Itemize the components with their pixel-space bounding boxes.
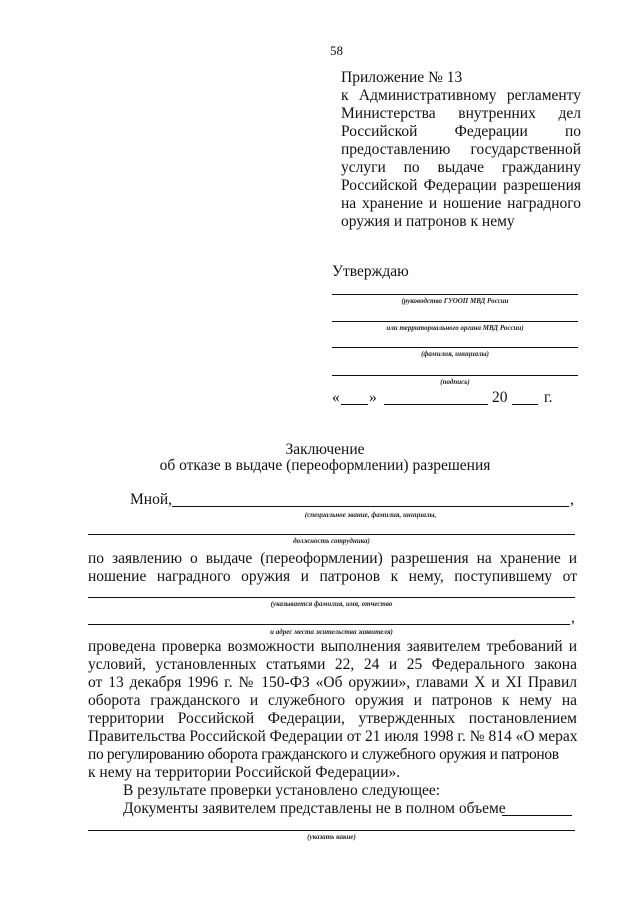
appendix-line: на хранение и ношение наградного	[341, 195, 581, 212]
appendix-title: Приложение № 13	[341, 69, 463, 86]
date-year-blank	[512, 404, 538, 405]
paragraph-line: территории Российской Федерации, утвержденных постановлением	[88, 710, 577, 727]
appendix-line: предоставлению государственной	[341, 141, 581, 158]
appendix-line: оружия и патронов к нему	[341, 213, 515, 230]
caption-address: и адрес места жительства заявителя)	[270, 628, 393, 636]
paragraph-line: проведена проверка возможности выполнения заявителем требований и	[88, 638, 577, 655]
documents-blank	[502, 815, 572, 816]
date-month-blank	[384, 404, 488, 405]
caption-rank: (специальное звание, фамилия, инициалы,	[304, 511, 437, 519]
caption-position: должность сотрудника)	[293, 537, 370, 545]
caption-name: (указывается фамилия, имя, отчество	[270, 600, 393, 608]
page-number: 58	[330, 43, 343, 58]
paragraph-line: условий, установленных статьями 22, 24 и 25 Федерального закона	[88, 656, 577, 673]
applicant-address-blank	[88, 624, 570, 625]
appendix-line: услуги по выдаче гражданину	[341, 159, 581, 176]
paragraph-line: оборота гражданского и служебного оружия и патронов к нему на	[88, 692, 577, 709]
date-quote-open: «	[332, 389, 340, 406]
document-subtitle: об отказе в выдаче (переоформлении) разрешения	[159, 457, 491, 474]
paragraph-line: по заявлению о выдаче (переоформлении) разрешения на хранение и	[88, 550, 577, 567]
appendix-line: к Административному регламенту	[341, 87, 581, 104]
appendix-line: Министерства внутренних дел	[341, 105, 581, 122]
paragraph-line: от 13 декабря 1996 г. № 150-ФЗ «Об оружии», главами X и XI Правил	[88, 674, 577, 691]
paragraph-line: ношение наградного оружия и патронов к нему, поступившему от	[88, 568, 577, 585]
date-suffix: г.	[544, 389, 553, 406]
applicant-name-blank	[88, 597, 575, 598]
comma: ,	[571, 609, 575, 626]
signature-line	[332, 321, 578, 322]
appendix-line: Российской Федерации по	[341, 123, 581, 140]
position-blank	[88, 534, 575, 535]
date-quote-close: »	[369, 389, 377, 406]
approval-caption: (фамилия, инициалы)	[421, 350, 489, 358]
comma: ,	[570, 491, 574, 508]
by-me-label: Мной,	[130, 491, 172, 508]
result-line: В результате проверки установлено следующее:	[123, 782, 441, 799]
appendix-line: Российской Федерации разрешения	[341, 177, 581, 194]
date-year-prefix: 20	[492, 389, 508, 406]
documents-specify-blank	[88, 830, 575, 831]
approval-caption: (руководство ГУООП МВД России	[401, 297, 509, 305]
approval-heading: Утверждаю	[332, 263, 409, 280]
signature-line	[332, 347, 578, 348]
paragraph-line: к нему на территории Российской Федерации».	[88, 764, 401, 781]
caption-specify: (указать какие)	[307, 833, 356, 841]
official-name-blank	[172, 506, 569, 507]
date-day-blank	[341, 404, 368, 405]
approval-caption: (подпись)	[440, 378, 470, 386]
documents-line: Документы заявителем представлены не в полном объеме	[123, 800, 506, 817]
paragraph-line: по регулированию оборота гражданского и служебного оружия и патронов	[88, 746, 559, 763]
approval-caption: или территориального органа МВД России)	[386, 324, 524, 332]
paragraph-line: Правительства Российской Федерации от 21 июля 1998 г. № 814 «О мерах	[88, 728, 578, 745]
document-title: Заключение	[285, 441, 365, 458]
signature-line	[332, 294, 578, 295]
signature-line	[332, 375, 578, 376]
